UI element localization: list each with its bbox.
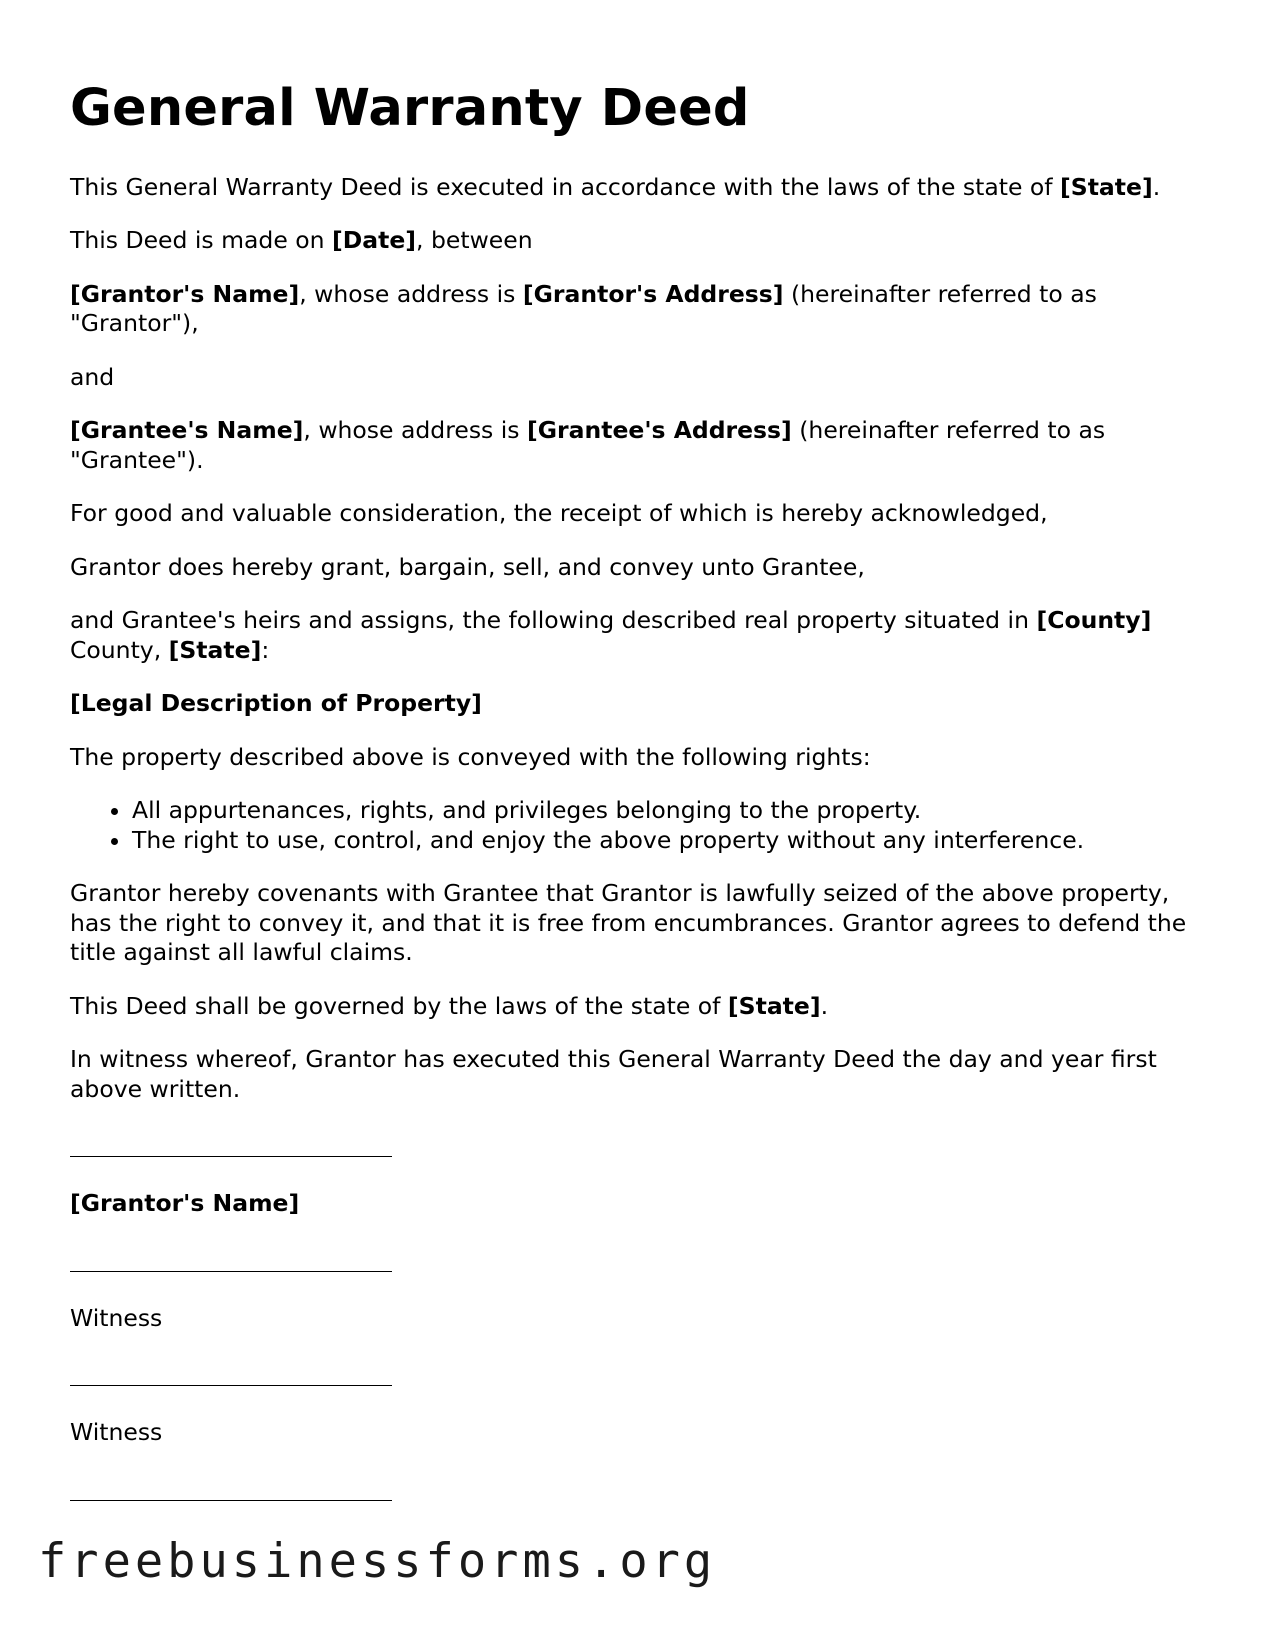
rights-list — [70, 796, 1210, 855]
grantor-paragraph: [Grantor's Name], whose address is [Grantor's Address] (hereinafter referred to as "Grantor"), — [70, 279, 1097, 338]
legal-description-placeholder: [Legal Description of Property] — [70, 689, 482, 718]
state-placeholder: [State] — [727, 991, 821, 1020]
consideration-paragraph: For good and valuable consideration, the receipt of which is hereby acknowledged, — [70, 499, 1048, 528]
state-law-paragraph: This General Warranty Deed is executed in accordance with the laws of the state of [State]. — [70, 172, 1161, 201]
list-item: • All appurtenances, rights, and privileges belonging to the property. — [132, 796, 1210, 826]
grant-paragraph: Grantor does hereby grant, bargain, sell, and convey unto Grantee, — [70, 552, 865, 581]
grantor-address-placeholder: [Grantor's Address] — [522, 279, 784, 308]
watermark-text: freebusinessforms.org — [38, 1534, 717, 1589]
covenant-paragraph: Grantor hereby covenants with Grantee that Grantor is lawfully seized of the above property, has the right to convey it, and that it is free from encumbrances. Grantor agrees to defend the title against all lawful claims. — [70, 879, 1187, 967]
date-paragraph: This Deed is made on [Date], between — [70, 226, 533, 255]
witness-1-label: Witness — [70, 1303, 163, 1332]
grantor-signature-label: [Grantor's Name] — [70, 1189, 300, 1218]
and-paragraph: and — [70, 362, 115, 391]
grantee-name-placeholder: [Grantee's Name] — [70, 416, 304, 445]
witness-2-label: Witness — [70, 1418, 163, 1447]
date-placeholder: [Date] — [332, 226, 417, 255]
document-page — [70, 80, 1210, 1501]
grantee-paragraph: [Grantee's Name], whose address is [Grantee's Address] (hereinafter referred to as "Grantee"). — [70, 416, 1106, 474]
state-placeholder: [State] — [168, 635, 262, 664]
page-title: General Warranty Deed — [70, 79, 750, 138]
witness-whereof-paragraph: In witness whereof, Grantor has executed this General Warranty Deed the day and year first above written. — [70, 1045, 1157, 1103]
grantor-name-placeholder: [Grantor's Name] — [70, 279, 300, 308]
grantor-signature-line[interactable] — [70, 1156, 392, 1157]
county-placeholder: [County] — [1036, 606, 1152, 635]
grantee-address-placeholder: [Grantee's Address] — [527, 416, 792, 445]
state-placeholder: [State] — [1060, 172, 1153, 201]
list-item: • The right to use, control, and enjoy the above property without any interference. — [132, 826, 1210, 856]
extra-signature-line[interactable] — [70, 1500, 392, 1501]
witness-1-signature-line[interactable] — [70, 1271, 392, 1272]
rights-intro: The property described above is conveyed with the following rights: — [70, 742, 871, 771]
heirs-paragraph: and Grantee's heirs and assigns, the following described real property situated in [County] County, [State]: — [70, 606, 1152, 664]
witness-2-signature-line[interactable] — [70, 1385, 392, 1386]
governing-law-paragraph: This Deed shall be governed by the laws of the state of [State]. — [70, 991, 829, 1020]
